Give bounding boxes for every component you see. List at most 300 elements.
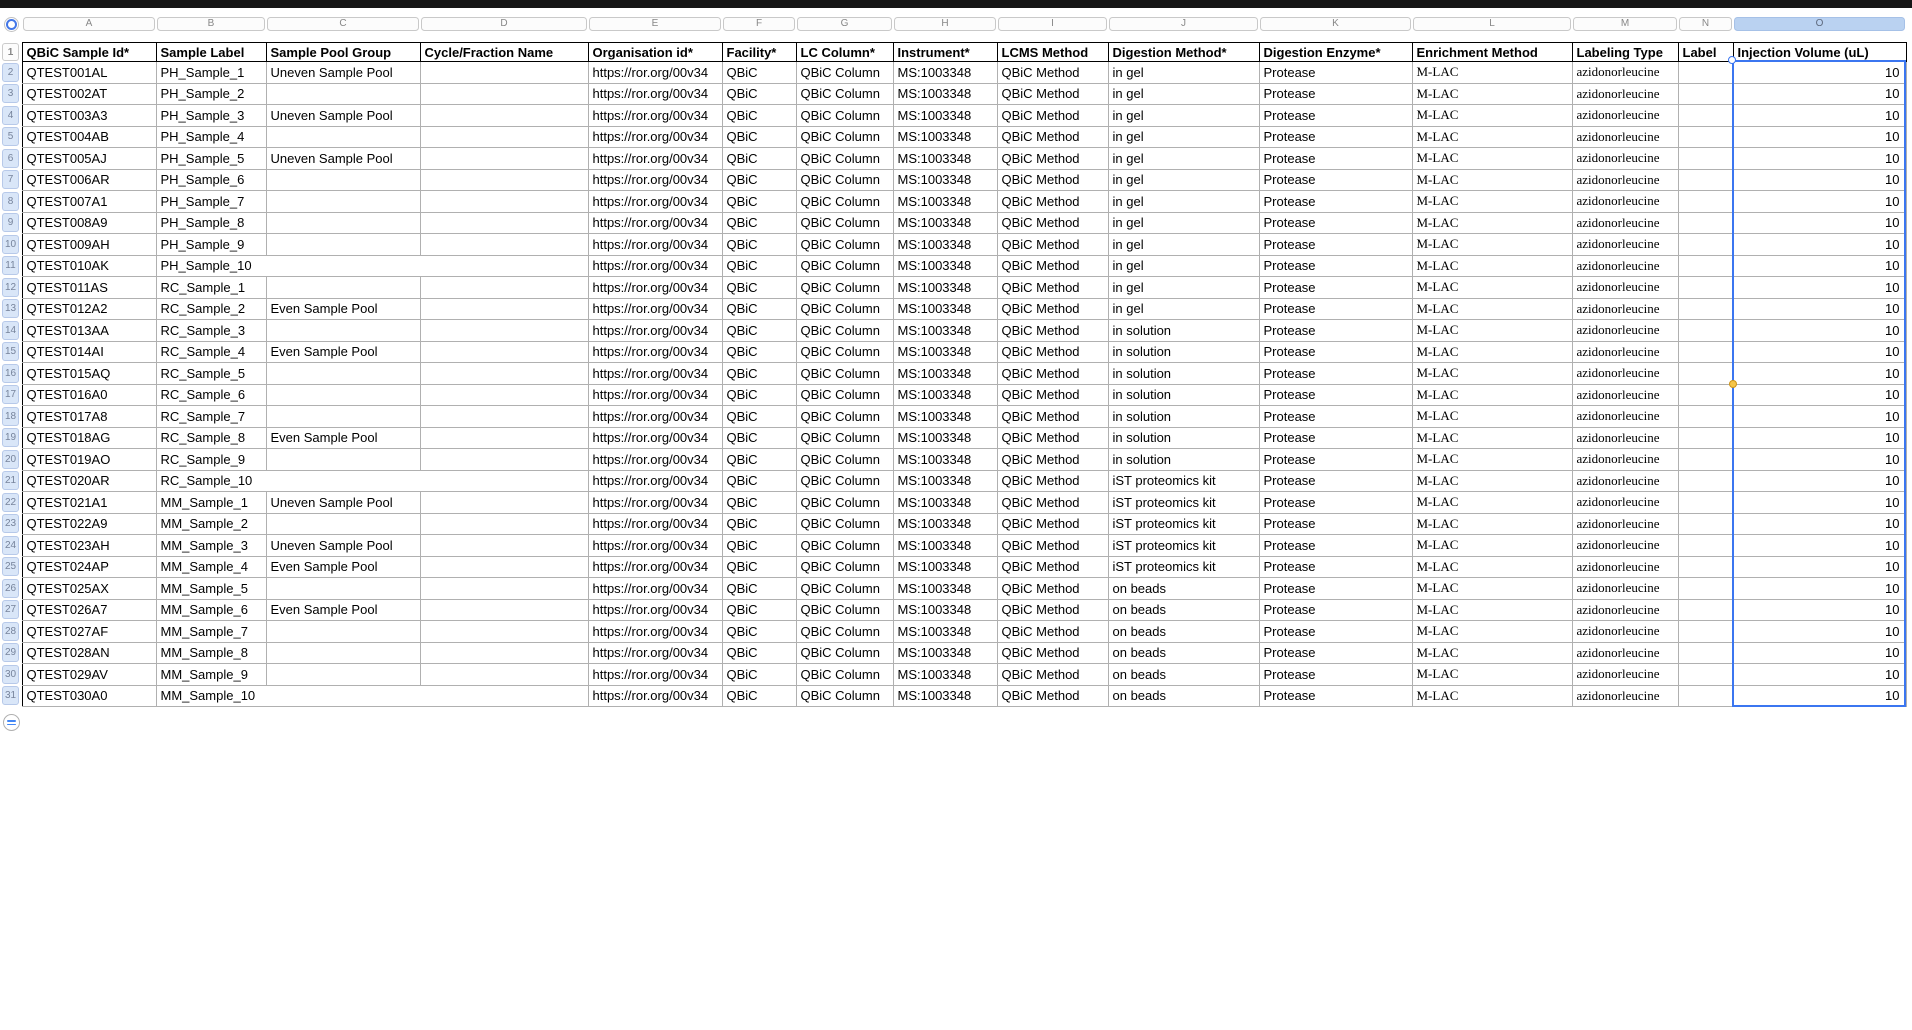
cell[interactable]: M-LAC	[1412, 212, 1572, 234]
cell[interactable]: https://ror.org/00v34	[588, 449, 722, 471]
cell[interactable]: QBiC Method	[997, 298, 1108, 320]
row-header-5[interactable]	[2, 126, 22, 148]
cell[interactable]	[1678, 298, 1733, 320]
cell[interactable]: QBiC Column	[796, 320, 893, 342]
cell[interactable]: M-LAC	[1412, 62, 1572, 84]
cell[interactable]: Protease	[1259, 642, 1412, 664]
cell[interactable]	[266, 470, 420, 492]
cell[interactable]: M-LAC	[1412, 556, 1572, 578]
cell[interactable]: on beads	[1108, 599, 1259, 621]
cell[interactable]: 10	[1733, 621, 1906, 643]
cell[interactable]: QTEST019AO	[22, 449, 156, 471]
cell[interactable]: QTEST023AH	[22, 535, 156, 557]
cell[interactable]	[420, 664, 588, 686]
cell[interactable]: iST proteomics kit	[1108, 470, 1259, 492]
cell[interactable]	[266, 191, 420, 213]
cell[interactable]: PH_Sample_9	[156, 234, 266, 256]
row-header-1[interactable]	[2, 43, 22, 62]
cell[interactable]: iST proteomics kit	[1108, 535, 1259, 557]
cell[interactable]: QBiC Method	[997, 255, 1108, 277]
cell[interactable]	[420, 320, 588, 342]
cell[interactable]	[420, 212, 588, 234]
row-header-22[interactable]	[2, 492, 22, 514]
cell[interactable]: QBiC Method	[997, 513, 1108, 535]
cell[interactable]: QBiC Column	[796, 685, 893, 707]
cell[interactable]: on beads	[1108, 642, 1259, 664]
cell[interactable]: QBiC Method	[997, 384, 1108, 406]
cell[interactable]: https://ror.org/00v34	[588, 621, 722, 643]
cell[interactable]: azidonorleucine	[1572, 148, 1678, 170]
cell[interactable]: QTEST013AA	[22, 320, 156, 342]
cell[interactable]: MM_Sample_4	[156, 556, 266, 578]
cell[interactable]: https://ror.org/00v34	[588, 148, 722, 170]
cell[interactable]: QBiC Method	[997, 169, 1108, 191]
cell[interactable]	[420, 621, 588, 643]
header-cell[interactable]: Label	[1678, 43, 1733, 62]
cell[interactable]: PH_Sample_7	[156, 191, 266, 213]
cell[interactable]: 10	[1733, 83, 1906, 105]
cell[interactable]: M-LAC	[1412, 599, 1572, 621]
cell[interactable]: M-LAC	[1412, 191, 1572, 213]
cell[interactable]: https://ror.org/00v34	[588, 341, 722, 363]
cell[interactable]: https://ror.org/00v34	[588, 492, 722, 514]
cell[interactable]: PH_Sample_3	[156, 105, 266, 127]
cell[interactable]: M-LAC	[1412, 341, 1572, 363]
cell[interactable]: 10	[1733, 255, 1906, 277]
cell[interactable]: azidonorleucine	[1572, 470, 1678, 492]
cell[interactable]	[420, 384, 588, 406]
cell[interactable]: Even Sample Pool	[266, 556, 420, 578]
cell[interactable]: MS:1003348	[893, 126, 997, 148]
cell[interactable]: Protease	[1259, 664, 1412, 686]
column-header-o[interactable]: O	[1734, 17, 1905, 31]
cell[interactable]	[266, 384, 420, 406]
cell[interactable]: M-LAC	[1412, 664, 1572, 686]
cell[interactable]	[420, 578, 588, 600]
cell[interactable]: in solution	[1108, 384, 1259, 406]
cell[interactable]: https://ror.org/00v34	[588, 406, 722, 428]
cell[interactable]: 10	[1733, 105, 1906, 127]
cell[interactable]: QBiC	[722, 298, 796, 320]
cell[interactable]: MS:1003348	[893, 427, 997, 449]
cell[interactable]: QBiC	[722, 169, 796, 191]
cell[interactable]: QBiC	[722, 105, 796, 127]
cell[interactable]: QBiC Column	[796, 234, 893, 256]
cell[interactable]	[420, 513, 588, 535]
cell[interactable]	[420, 234, 588, 256]
cell[interactable]: in gel	[1108, 191, 1259, 213]
cell[interactable]: 10	[1733, 685, 1906, 707]
cell[interactable]: QBiC	[722, 83, 796, 105]
header-cell[interactable]: Labeling Type	[1572, 43, 1678, 62]
cell[interactable]: QBiC Column	[796, 535, 893, 557]
column-header-j[interactable]: J	[1109, 17, 1258, 31]
cell[interactable]: QBiC Method	[997, 599, 1108, 621]
cell[interactable]: 10	[1733, 277, 1906, 299]
cell[interactable]: M-LAC	[1412, 492, 1572, 514]
cell[interactable]	[420, 685, 588, 707]
cell[interactable]: azidonorleucine	[1572, 384, 1678, 406]
cell[interactable]: MS:1003348	[893, 556, 997, 578]
cell[interactable]: Protease	[1259, 578, 1412, 600]
row-header-20[interactable]	[2, 449, 22, 471]
cell[interactable]	[420, 83, 588, 105]
cell[interactable]: MS:1003348	[893, 105, 997, 127]
cell[interactable]	[420, 169, 588, 191]
header-cell[interactable]: Instrument*	[893, 43, 997, 62]
cell[interactable]: MS:1003348	[893, 664, 997, 686]
cell[interactable]: M-LAC	[1412, 126, 1572, 148]
cell[interactable]: 10	[1733, 191, 1906, 213]
cell[interactable]: https://ror.org/00v34	[588, 126, 722, 148]
cell[interactable]: QBiC Method	[997, 191, 1108, 213]
cell[interactable]: RC_Sample_1	[156, 277, 266, 299]
cell[interactable]: QTEST011AS	[22, 277, 156, 299]
cell[interactable]: Protease	[1259, 255, 1412, 277]
cell[interactable]: 10	[1733, 384, 1906, 406]
cell[interactable]: M-LAC	[1412, 621, 1572, 643]
cell[interactable]: Protease	[1259, 62, 1412, 84]
header-cell[interactable]: Sample Pool Group	[266, 43, 420, 62]
cell[interactable]: MS:1003348	[893, 535, 997, 557]
cell[interactable]: MS:1003348	[893, 234, 997, 256]
cell[interactable]: Even Sample Pool	[266, 427, 420, 449]
cell[interactable]: QBiC Method	[997, 427, 1108, 449]
cell[interactable]: Protease	[1259, 341, 1412, 363]
cell[interactable]: Protease	[1259, 599, 1412, 621]
cell[interactable]: MS:1003348	[893, 62, 997, 84]
cell[interactable]: azidonorleucine	[1572, 427, 1678, 449]
row-header-7[interactable]	[2, 169, 22, 191]
cell[interactable]: in gel	[1108, 148, 1259, 170]
row-header-9[interactable]	[2, 212, 22, 234]
cell[interactable]	[1678, 191, 1733, 213]
cell[interactable]: M-LAC	[1412, 535, 1572, 557]
cell[interactable]: M-LAC	[1412, 277, 1572, 299]
cell[interactable]: QBiC Column	[796, 126, 893, 148]
cell[interactable]: RC_Sample_7	[156, 406, 266, 428]
cell[interactable]: Protease	[1259, 277, 1412, 299]
cell[interactable]: QBiC Method	[997, 62, 1108, 84]
cell[interactable]	[1678, 642, 1733, 664]
cell[interactable]: azidonorleucine	[1572, 277, 1678, 299]
cell[interactable]	[266, 578, 420, 600]
cell[interactable]	[1678, 556, 1733, 578]
cell[interactable]: https://ror.org/00v34	[588, 578, 722, 600]
cell[interactable]: QBiC Column	[796, 406, 893, 428]
row-header-24[interactable]	[2, 535, 22, 557]
row-header-8[interactable]	[2, 191, 22, 213]
row-header-21[interactable]	[2, 470, 22, 492]
cell[interactable]: azidonorleucine	[1572, 169, 1678, 191]
cell[interactable]: azidonorleucine	[1572, 642, 1678, 664]
cell[interactable]: https://ror.org/00v34	[588, 685, 722, 707]
cell[interactable]: 10	[1733, 556, 1906, 578]
cell[interactable]: QBiC	[722, 126, 796, 148]
cell[interactable]: QBiC	[722, 621, 796, 643]
cell[interactable]	[1678, 427, 1733, 449]
cell[interactable]: QTEST009AH	[22, 234, 156, 256]
header-cell[interactable]: Organisation id*	[588, 43, 722, 62]
cell[interactable]: 10	[1733, 406, 1906, 428]
cell[interactable]: M-LAC	[1412, 169, 1572, 191]
cell[interactable]: QBiC Method	[997, 642, 1108, 664]
cell[interactable]: M-LAC	[1412, 105, 1572, 127]
cell[interactable]	[420, 449, 588, 471]
cell[interactable]: 10	[1733, 470, 1906, 492]
cell[interactable]	[420, 105, 588, 127]
cell[interactable]	[420, 341, 588, 363]
cell[interactable]	[1678, 255, 1733, 277]
cell[interactable]	[266, 664, 420, 686]
cell[interactable]	[420, 535, 588, 557]
cell[interactable]: Even Sample Pool	[266, 599, 420, 621]
cell[interactable]: azidonorleucine	[1572, 513, 1678, 535]
cell[interactable]: QBiC	[722, 427, 796, 449]
cell[interactable]: 10	[1733, 234, 1906, 256]
cell[interactable]: QTEST027AF	[22, 621, 156, 643]
cell[interactable]: Protease	[1259, 384, 1412, 406]
cell[interactable]: QTEST008A9	[22, 212, 156, 234]
cell[interactable]: azidonorleucine	[1572, 406, 1678, 428]
cell[interactable]: QTEST028AN	[22, 642, 156, 664]
cell[interactable]: https://ror.org/00v34	[588, 384, 722, 406]
cell[interactable]: iST proteomics kit	[1108, 513, 1259, 535]
cell[interactable]: azidonorleucine	[1572, 298, 1678, 320]
cell[interactable]: MS:1003348	[893, 363, 997, 385]
cell[interactable]	[1678, 126, 1733, 148]
cell[interactable]	[1678, 148, 1733, 170]
cell[interactable]: QBiC Method	[997, 126, 1108, 148]
cell[interactable]: https://ror.org/00v34	[588, 169, 722, 191]
cell[interactable]: Even Sample Pool	[266, 341, 420, 363]
column-header-n[interactable]: N	[1679, 17, 1732, 31]
cell[interactable]: M-LAC	[1412, 578, 1572, 600]
cell[interactable]: https://ror.org/00v34	[588, 556, 722, 578]
cell[interactable]: QBiC	[722, 492, 796, 514]
cell[interactable]: QBiC Column	[796, 105, 893, 127]
cell[interactable]: https://ror.org/00v34	[588, 234, 722, 256]
row-header-4[interactable]	[2, 105, 22, 127]
cell[interactable]: MM_Sample_5	[156, 578, 266, 600]
cell[interactable]: M-LAC	[1412, 513, 1572, 535]
cell[interactable]: M-LAC	[1412, 642, 1572, 664]
cell[interactable]: in solution	[1108, 427, 1259, 449]
cell[interactable]: QBiC Column	[796, 255, 893, 277]
cell[interactable]: QBiC Column	[796, 642, 893, 664]
cell[interactable]: MS:1003348	[893, 148, 997, 170]
cell[interactable]: QBiC Column	[796, 556, 893, 578]
cell[interactable]: RC_Sample_2	[156, 298, 266, 320]
cell[interactable]: QBiC Column	[796, 191, 893, 213]
cell[interactable]: QBiC	[722, 578, 796, 600]
column-header-d[interactable]: D	[421, 17, 587, 31]
cell[interactable]: QTEST007A1	[22, 191, 156, 213]
cell[interactable]: MS:1003348	[893, 384, 997, 406]
cell[interactable]: azidonorleucine	[1572, 621, 1678, 643]
cell[interactable]: Protease	[1259, 169, 1412, 191]
cell[interactable]	[266, 320, 420, 342]
cell[interactable]	[266, 255, 420, 277]
cell[interactable]: MS:1003348	[893, 470, 997, 492]
cell[interactable]: Protease	[1259, 556, 1412, 578]
cell[interactable]: 10	[1733, 148, 1906, 170]
cell[interactable]	[420, 556, 588, 578]
cell[interactable]	[420, 492, 588, 514]
header-cell[interactable]: LC Column*	[796, 43, 893, 62]
cell[interactable]: QBiC	[722, 191, 796, 213]
cell[interactable]: PH_Sample_1	[156, 62, 266, 84]
row-header-10[interactable]	[2, 234, 22, 256]
cell[interactable]: in gel	[1108, 298, 1259, 320]
cell[interactable]: M-LAC	[1412, 384, 1572, 406]
cell[interactable]: PH_Sample_8	[156, 212, 266, 234]
row-header-12[interactable]	[2, 277, 22, 299]
cell[interactable]	[266, 83, 420, 105]
cell[interactable]: azidonorleucine	[1572, 62, 1678, 84]
cell[interactable]: azidonorleucine	[1572, 492, 1678, 514]
cell[interactable]: https://ror.org/00v34	[588, 277, 722, 299]
column-header-b[interactable]: B	[157, 17, 265, 31]
cell[interactable]: on beads	[1108, 664, 1259, 686]
cell[interactable]: QBiC Column	[796, 492, 893, 514]
cell[interactable]: QBiC	[722, 599, 796, 621]
cell[interactable]	[1678, 535, 1733, 557]
cell[interactable]: PH_Sample_6	[156, 169, 266, 191]
cell[interactable]	[266, 126, 420, 148]
cell[interactable]: https://ror.org/00v34	[588, 105, 722, 127]
row-header-14[interactable]	[2, 320, 22, 342]
cell[interactable]	[1678, 685, 1733, 707]
cell[interactable]: azidonorleucine	[1572, 191, 1678, 213]
cell[interactable]: on beads	[1108, 621, 1259, 643]
cell[interactable]: M-LAC	[1412, 255, 1572, 277]
cell[interactable]: https://ror.org/00v34	[588, 191, 722, 213]
cell[interactable]: RC_Sample_8	[156, 427, 266, 449]
cell[interactable]: 10	[1733, 427, 1906, 449]
cell[interactable]	[266, 449, 420, 471]
cell[interactable]: MM_Sample_10	[156, 685, 266, 707]
cell[interactable]: M-LAC	[1412, 320, 1572, 342]
cell[interactable]	[1678, 277, 1733, 299]
cell[interactable]: QTEST026A7	[22, 599, 156, 621]
cell[interactable]: QBiC	[722, 363, 796, 385]
cell[interactable]: 10	[1733, 513, 1906, 535]
cell[interactable]: on beads	[1108, 685, 1259, 707]
cell[interactable]: Uneven Sample Pool	[266, 535, 420, 557]
cell[interactable]: 10	[1733, 126, 1906, 148]
cell[interactable]: QBiC	[722, 234, 796, 256]
row-header-25[interactable]	[2, 556, 22, 578]
cell[interactable]: in solution	[1108, 406, 1259, 428]
cell[interactable]: QBiC	[722, 62, 796, 84]
column-header-h[interactable]: H	[894, 17, 996, 31]
cell[interactable]: M-LAC	[1412, 148, 1572, 170]
cell[interactable]: QBiC	[722, 556, 796, 578]
cell[interactable]	[420, 191, 588, 213]
cell[interactable]: azidonorleucine	[1572, 83, 1678, 105]
column-header-f[interactable]: F	[723, 17, 795, 31]
cell[interactable]: MS:1003348	[893, 212, 997, 234]
cell[interactable]: 10	[1733, 169, 1906, 191]
cell[interactable]: MS:1003348	[893, 320, 997, 342]
cell[interactable]: azidonorleucine	[1572, 363, 1678, 385]
cell[interactable]: QBiC Column	[796, 578, 893, 600]
header-cell[interactable]: Facility*	[722, 43, 796, 62]
cell[interactable]: QBiC Method	[997, 664, 1108, 686]
cell[interactable]	[1678, 470, 1733, 492]
cell[interactable]: QBiC Method	[997, 492, 1108, 514]
cell[interactable]: MS:1003348	[893, 255, 997, 277]
cell[interactable]: in gel	[1108, 255, 1259, 277]
cell[interactable]: https://ror.org/00v34	[588, 470, 722, 492]
cell[interactable]: MS:1003348	[893, 341, 997, 363]
cell[interactable]: QTEST002AT	[22, 83, 156, 105]
cell[interactable]: Protease	[1259, 492, 1412, 514]
cell[interactable]: RC_Sample_10	[156, 470, 266, 492]
cell[interactable]: QTEST010AK	[22, 255, 156, 277]
cell[interactable]: 10	[1733, 298, 1906, 320]
cell[interactable]	[1678, 83, 1733, 105]
header-cell[interactable]: Cycle/Fraction Name	[420, 43, 588, 62]
cell[interactable]: QTEST017A8	[22, 406, 156, 428]
cell[interactable]	[420, 298, 588, 320]
row-header-16[interactable]	[2, 363, 22, 385]
header-cell[interactable]: Digestion Method*	[1108, 43, 1259, 62]
cell[interactable]: QBiC	[722, 449, 796, 471]
cell[interactable]: QBiC	[722, 148, 796, 170]
cell[interactable]: MS:1003348	[893, 492, 997, 514]
cell[interactable]: 10	[1733, 578, 1906, 600]
cell[interactable]: MS:1003348	[893, 642, 997, 664]
cell[interactable]: Even Sample Pool	[266, 298, 420, 320]
cell[interactable]: QBiC	[722, 341, 796, 363]
cell[interactable]: azidonorleucine	[1572, 664, 1678, 686]
cell[interactable]: QBiC Column	[796, 277, 893, 299]
cell[interactable]: QBiC Column	[796, 169, 893, 191]
cell[interactable]: QBiC	[722, 664, 796, 686]
cell[interactable]	[1678, 212, 1733, 234]
cell[interactable]: MS:1003348	[893, 449, 997, 471]
cell[interactable]	[1678, 449, 1733, 471]
cell[interactable]	[420, 277, 588, 299]
cell[interactable]: azidonorleucine	[1572, 255, 1678, 277]
cell[interactable]	[1678, 341, 1733, 363]
cell[interactable]: azidonorleucine	[1572, 685, 1678, 707]
cell[interactable]: Protease	[1259, 298, 1412, 320]
cell[interactable]: Protease	[1259, 320, 1412, 342]
cell[interactable]: MM_Sample_7	[156, 621, 266, 643]
cell[interactable]	[266, 169, 420, 191]
cell[interactable]: QBiC	[722, 406, 796, 428]
cell[interactable]: 10	[1733, 212, 1906, 234]
cell[interactable]: MM_Sample_1	[156, 492, 266, 514]
cell[interactable]	[1678, 406, 1733, 428]
cell[interactable]: QBiC Column	[796, 62, 893, 84]
cell[interactable]	[420, 470, 588, 492]
cell[interactable]: https://ror.org/00v34	[588, 83, 722, 105]
cell[interactable]: in solution	[1108, 320, 1259, 342]
cell[interactable]: M-LAC	[1412, 298, 1572, 320]
cell[interactable]: in solution	[1108, 341, 1259, 363]
header-cell[interactable]: Injection Volume (uL)	[1733, 43, 1906, 62]
cell[interactable]	[420, 148, 588, 170]
cell[interactable]: QBiC Method	[997, 320, 1108, 342]
cell[interactable]	[1678, 62, 1733, 84]
row-header-28[interactable]	[2, 621, 22, 643]
cell[interactable]: azidonorleucine	[1572, 105, 1678, 127]
cell[interactable]: https://ror.org/00v34	[588, 255, 722, 277]
